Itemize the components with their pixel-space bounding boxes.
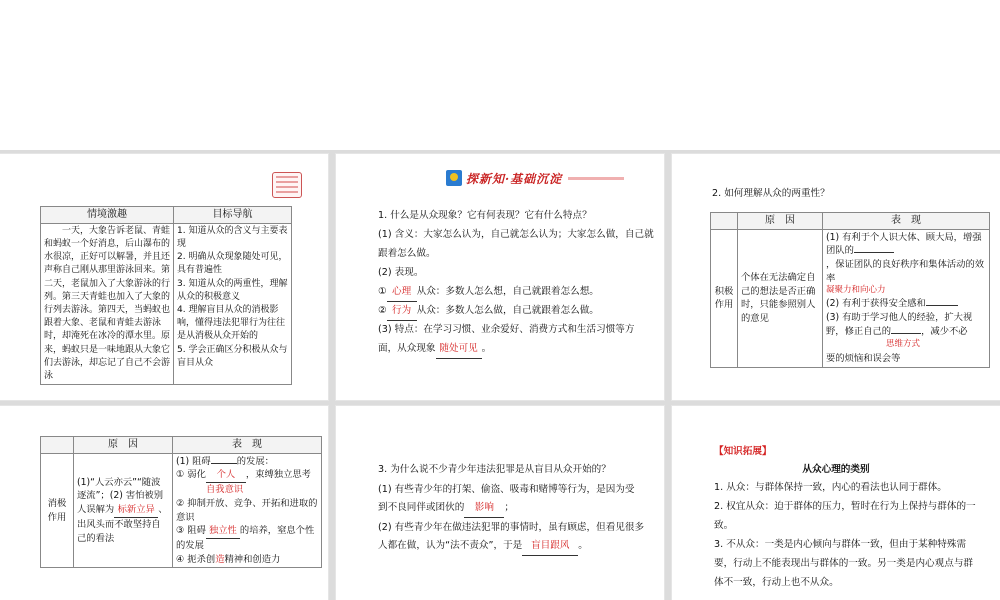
item-text: 精神和创造力: [224, 553, 281, 565]
item-text: (1)“人云亦云”“随波逐流”；(2) 害怕被别人误解为: [77, 476, 164, 516]
list-item-cont: 致。: [714, 520, 734, 531]
list-item: 4. 理解盲目从众的消极影响，懂得违法犯罪行为往往是从消极从众开始的: [177, 304, 286, 342]
table-header: 原 因: [738, 213, 823, 230]
answer-blank: 独立性: [206, 524, 240, 539]
table-header: 原 因: [74, 437, 173, 454]
item-text: 的培养，窒息个性的发展: [176, 525, 315, 551]
list-item-cont: 体不一致，行动上也不从众。: [714, 577, 839, 588]
list-item: 2. 权宜从众：迫于群体的压力，暂时在行为上保持与群体的一: [714, 501, 976, 512]
table-header: 表 现: [823, 213, 990, 230]
answer-blank: 盲目跟风: [522, 536, 578, 556]
item-text: 。: [481, 343, 492, 354]
feature-cont: [378, 339, 491, 359]
performance-cell: [173, 453, 322, 568]
table-header: 目标导航: [174, 207, 292, 224]
list-item: 要的烦恼和误会等: [826, 353, 901, 365]
paragraph-cont: [378, 536, 588, 556]
item-text: (2) 有利于获得安全感和: [826, 298, 926, 310]
banner-title: 探新知·基础沉淀: [466, 171, 563, 186]
item-text: ，减少不必: [921, 325, 968, 337]
goal-list: [174, 223, 292, 384]
section-title: 从众心理的类别: [802, 464, 870, 475]
item-text: 的发展：: [236, 455, 274, 467]
story-text: 一天，大象告诉老鼠、青蛙和蚂蚁一个好消息，后山瀑布的水很凉，正好可以解暑，并且还声称自己刚从那里游泳回来。第二天，老鼠加入了大象游泳的行列。第三天青蛙也加入了大象的行列去游泳。第四天，当蚂蚁也跟着大象、老鼠和青蛙去游泳时，却淹死在冰冷的潭水里。原来，蚂蚁只是一味地跟从大象它们去游泳，却忘记了自己不会游泳: [41, 223, 174, 384]
item-text: ① 弱化: [176, 469, 206, 481]
answer-text: 自我意识: [206, 484, 244, 496]
question: 1. 什么是从众现象？它有何表现？它有什么特点？: [378, 210, 592, 221]
list-item: [826, 311, 986, 338]
paragraph: (2) 有些青少年在做违法犯罪的事情时，虽有顾虑，但看见很多: [378, 522, 645, 533]
paragraph-cont: [378, 498, 514, 518]
gutter: [664, 154, 672, 600]
flag-icon: [446, 170, 462, 186]
list-item: 2. 明确从众现象随处可见，具有普遍性: [177, 252, 288, 276]
list-item: 3. 知道从众的两重性，理解从众的积极意义: [177, 278, 288, 302]
slide-thumbnail-5[interactable]: [336, 406, 664, 600]
answer-blank: 心理: [387, 282, 417, 302]
item-text: 从众：多数人怎么做，自己就跟着怎么做。: [416, 305, 599, 316]
list-item: [176, 524, 318, 552]
answer-text: 造: [215, 553, 225, 565]
section-banner: [446, 168, 624, 188]
item-text: 、出风头而不敢坚持自己的看法: [77, 504, 168, 544]
bullet: ②: [378, 305, 387, 316]
performance-cell: [823, 229, 990, 367]
gutter: [328, 154, 336, 600]
list-item: 3. 不从众：一类是内心倾向与群体一致，但由于某种特殊需: [714, 539, 967, 550]
row-label: 积极作用: [711, 229, 738, 367]
bullet: ①: [378, 286, 387, 297]
item-text: (1) 阻碍: [176, 455, 211, 467]
list-item: [826, 258, 986, 285]
answer-text: 思维方式: [886, 339, 921, 350]
row-label: 消极作用: [41, 453, 74, 568]
tag-label: 【知识拓展】: [714, 446, 772, 457]
slide-thumbnail-2[interactable]: [336, 154, 664, 400]
banner-decoration: [568, 177, 624, 180]
intro-table: [40, 206, 292, 385]
stamp-icon: [272, 172, 302, 198]
list-item-cont: 要，行动上不能表现出与群体的一致。另一类是内心观点与群: [714, 558, 974, 569]
answer-blank: 行为: [387, 301, 417, 321]
answer-blank: 影响: [464, 498, 504, 518]
question: 3. 为什么说不少青少年违法犯罪是从盲目从众开始的？: [378, 464, 611, 475]
slide-thumbnail-3[interactable]: [672, 154, 1000, 400]
performance-heading: (2) 表现。: [378, 267, 424, 278]
item-text: 到不良同伴或团伙的: [378, 502, 465, 513]
definition-cont: 跟着怎么做。: [378, 248, 436, 259]
list-item: 5. 学会正确区分积极从众与盲目从众: [177, 344, 288, 368]
list-item: [378, 282, 599, 302]
answer-blank: 随处可见: [436, 339, 482, 359]
slide-thumbnail-4[interactable]: [0, 406, 328, 600]
feature: (3) 特点：在学习习惯、业余爱好、消费方式和生活习惯等方: [378, 324, 635, 335]
item-text: 。: [578, 540, 588, 551]
list-item: [176, 455, 318, 469]
item-text: ，保证团队的良好秩序和集体活动的效率: [826, 259, 985, 284]
item-text: ④ 扼杀创: [176, 553, 216, 565]
question: 2. 如何理解从众的两重性？: [712, 188, 830, 199]
item-text: (1) 有利于个人识大体、顾大局，增强团队的: [826, 231, 982, 257]
answer-blank: 个人: [206, 468, 246, 483]
negative-table: [40, 436, 322, 568]
list-item: [826, 297, 986, 311]
paragraph: (1) 有些青少年的打架、偷盗、吸毒和赌博等行为，是因为受: [378, 484, 635, 495]
reason-cell: [74, 453, 173, 568]
table-header: 情境激趣: [41, 207, 174, 224]
item-text: 面，从众现象: [378, 343, 436, 354]
item-text: ③ 阻碍: [176, 525, 206, 537]
answer-blank: [926, 305, 958, 306]
item-text: 从众：多数人怎么想，自己就跟着怎么想。: [416, 286, 599, 297]
list-item: ② 抑制开放、竞争、开拓和进取的意识: [176, 497, 318, 523]
item-text: ，束缚独立思考: [245, 469, 311, 481]
list-item: [176, 468, 318, 483]
list-item: [176, 553, 318, 567]
duality-table: [710, 212, 990, 368]
list-item: [378, 301, 599, 321]
item-text: (3) 有助于学习他人的经验，扩大视野，修正自己的: [826, 311, 973, 337]
item-text: 人都在做，认为“法不责众”，于是: [378, 540, 523, 551]
answer-blank: [891, 333, 921, 334]
answer-blank: [854, 252, 894, 253]
answer-blank: [211, 463, 237, 464]
reason-cell: 个体在无法确定自己的想法是否正确时，只能参照别人的意见: [738, 229, 823, 367]
table-header: 表 现: [173, 437, 322, 454]
list-item: [826, 231, 986, 258]
slide-thumbnail-1[interactable]: [0, 154, 328, 400]
slide-thumbnail-6[interactable]: [672, 406, 1000, 600]
answer-blank: 标新立异: [114, 503, 158, 518]
definition: (1) 含义：大家怎么认为，自己就怎么认为；大家怎么做，自己就: [378, 229, 654, 240]
item-text: ；: [504, 502, 514, 513]
answer-text: 凝聚力和向心力: [826, 284, 886, 295]
list-item: 1. 从众：与群体保持一致，内心的看法也认同于群体。: [714, 482, 947, 493]
list-item: 1. 知道从众的含义与主要表现: [177, 225, 288, 249]
